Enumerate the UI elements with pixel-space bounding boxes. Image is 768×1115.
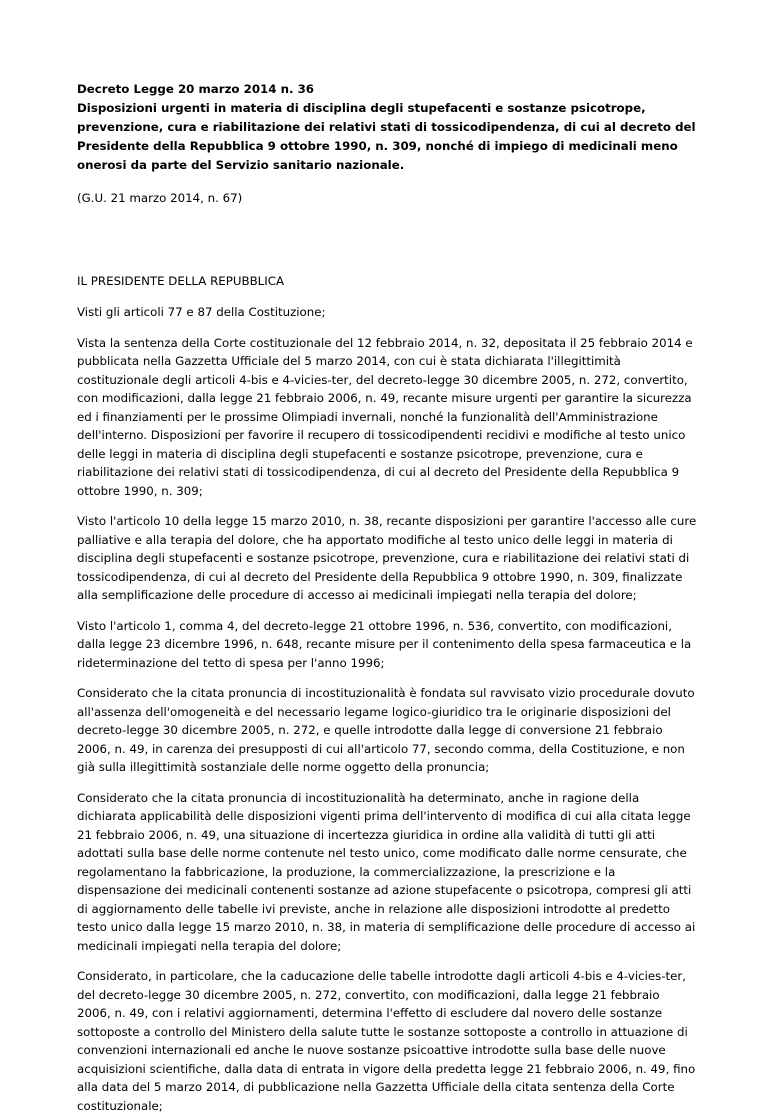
- paragraph: Visti gli articoli 77 e 87 della Costituzione;: [77, 305, 326, 319]
- paragraph: Considerato che la citata pronuncia di incostituzionalità ha determinato, anche in ragione della dichiarata applicabilità delle disposizioni vigenti prima dell'intervento di modifica di cui alla citata legge 21 febbraio 2006, n. 49, una situazione di incertezza giuridica in ordine alla validità di tutti gli atti adottati sulla base delle norme contenute nel testo unico, come modificato dalle norme censurate, che regolamentano la fabbricazione, la produzione, la commercializzazione, la prescrizione e la dispensazione dei medicinali contenenti sostanze ad azione stupefacente o psicotropa, compresi gli atti di aggiornamento delle tabelle ivi previste, anche in relazione alle disposizioni introdotte al predetto testo unico dalla legge 15 marzo 2010, n. 38, in materia di semplificazione delle procedure di accesso ai medicinali impiegati nella terapia del dolore;: [77, 790, 696, 953]
- paragraph: Visto l'articolo 1, comma 4, del decreto-legge 21 ottobre 1996, n. 536, convertito, con modificazioni, dalla legge 23 dicembre 1996, n. 648, recante misure per il contenimento della spesa farmaceutica e la rideterminazione del tetto di spesa per l'anno 1996;: [77, 618, 692, 670]
- document-page: [77, 80, 697, 1115]
- document-title: [77, 80, 697, 175]
- decree-heading: Decreto Legge 20 marzo 2014 n. 36: [77, 82, 314, 96]
- gazzetta-reference: (G.U. 21 marzo 2014, n. 67): [77, 191, 243, 205]
- paragraph: Visto l'articolo 10 della legge 15 marzo 2010, n. 38, recante disposizioni per garantire l'accesso alle cure palliative e alla terapia del dolore, che ha apportato modifiche al testo unico delle leggi in materia di disciplina degli stupefacenti e sostanze psicotrope, prevenzione, cura e riabilitazione dei relativi stati di tossicodipendenza, di cui al decreto del Presidente della Repubblica 9 ottobre 1990, n. 309, finalizzate alla semplificazione delle procedure di accesso ai medicinali impiegati nella terapia del dolore;: [77, 514, 697, 602]
- president-heading: IL PRESIDENTE DELLA REPUBBLICA: [77, 274, 285, 288]
- paragraph: Vista la sentenza della Corte costituzionale del 12 febbraio 2014, n. 32, depositata il 25 febbraio 2014 e pubblicata nella Gazzetta Ufficiale del 5 marzo 2014, con cui è stata dichiarata l'illegittimità costituzionale degli articoli 4-bis e 4-vicies-ter, del decreto-legge 30 dicembre 2005, n. 272, convertito, con modificazioni, dalla legge 21 febbraio 2006, n. 49, recante misure urgenti per garantire la sicurezza ed i finanziamenti per le prossime Olimpiadi invernali, nonché la funzionalità dell'Amministrazione dell'interno. Disposizioni per favorire il recupero di tossicodipendenti recidivi e modifiche al testo unico delle leggi in materia di disciplina degli stupefacenti e sostanze psicotrope, prevenzione, cura e riabilitazione dei relativi stati di tossicodipendenza, di cui al decreto del Presidente della Repubblica 9 ottobre 1990, n. 309;: [77, 335, 693, 498]
- decree-subject: Disposizioni urgenti in materia di disciplina degli stupefacenti e sostanze psicotrope, prevenzione, cura e riabilitazione dei relativi stati di tossicodipendenza, di cui al decreto del Presidente della Repubblica 9 ottobre 1990, n. 309, nonché di impiego di medicinali meno onerosi da parte del Servizio sanitario nazionale.: [77, 101, 696, 172]
- paragraph: Considerato che la citata pronuncia di incostituzionalità è fondata sul ravvisato vizio procedurale dovuto all'assenza dell'omogeneità e del necessario legame logico-giuridico tra le originarie disposizioni del decreto-legge 30 dicembre 2005, n. 272, e quelle introdotte dalla legge di conversione 21 febbraio 2006, n. 49, in carenza dei presupposti di cui all'articolo 77, secondo comma, della Costituzione, e non già sulla illegittimità sostanziale delle norme oggetto della pronuncia;: [77, 686, 695, 774]
- paragraph: Considerato, in particolare, che la caducazione delle tabelle introdotte dagli articoli 4-bis e 4-vicies-ter, del decreto-legge 30 dicembre 2005, n. 272, convertito, con modificazioni, dalla legge 21 febbraio 2006, n. 49, con i relativi aggiornamenti, determina l'effetto di escludere dal novero delle sostanze sottoposte a controllo del Ministero della salute tutte le sostanze sottoposte a controllo in attuazione di convenzioni internazionali ed anche le nuove sostanze psicoattive introdotte sulla base delle nuove acquisizioni scientifiche, dalla data di entrata in vigore della predetta legge 21 febbraio 2006, n. 49, fino alla data del 5 marzo 2014, di pubblicazione nella Gazzetta Ufficiale della citata sentenza della Corte costituzionale;: [77, 969, 696, 1113]
